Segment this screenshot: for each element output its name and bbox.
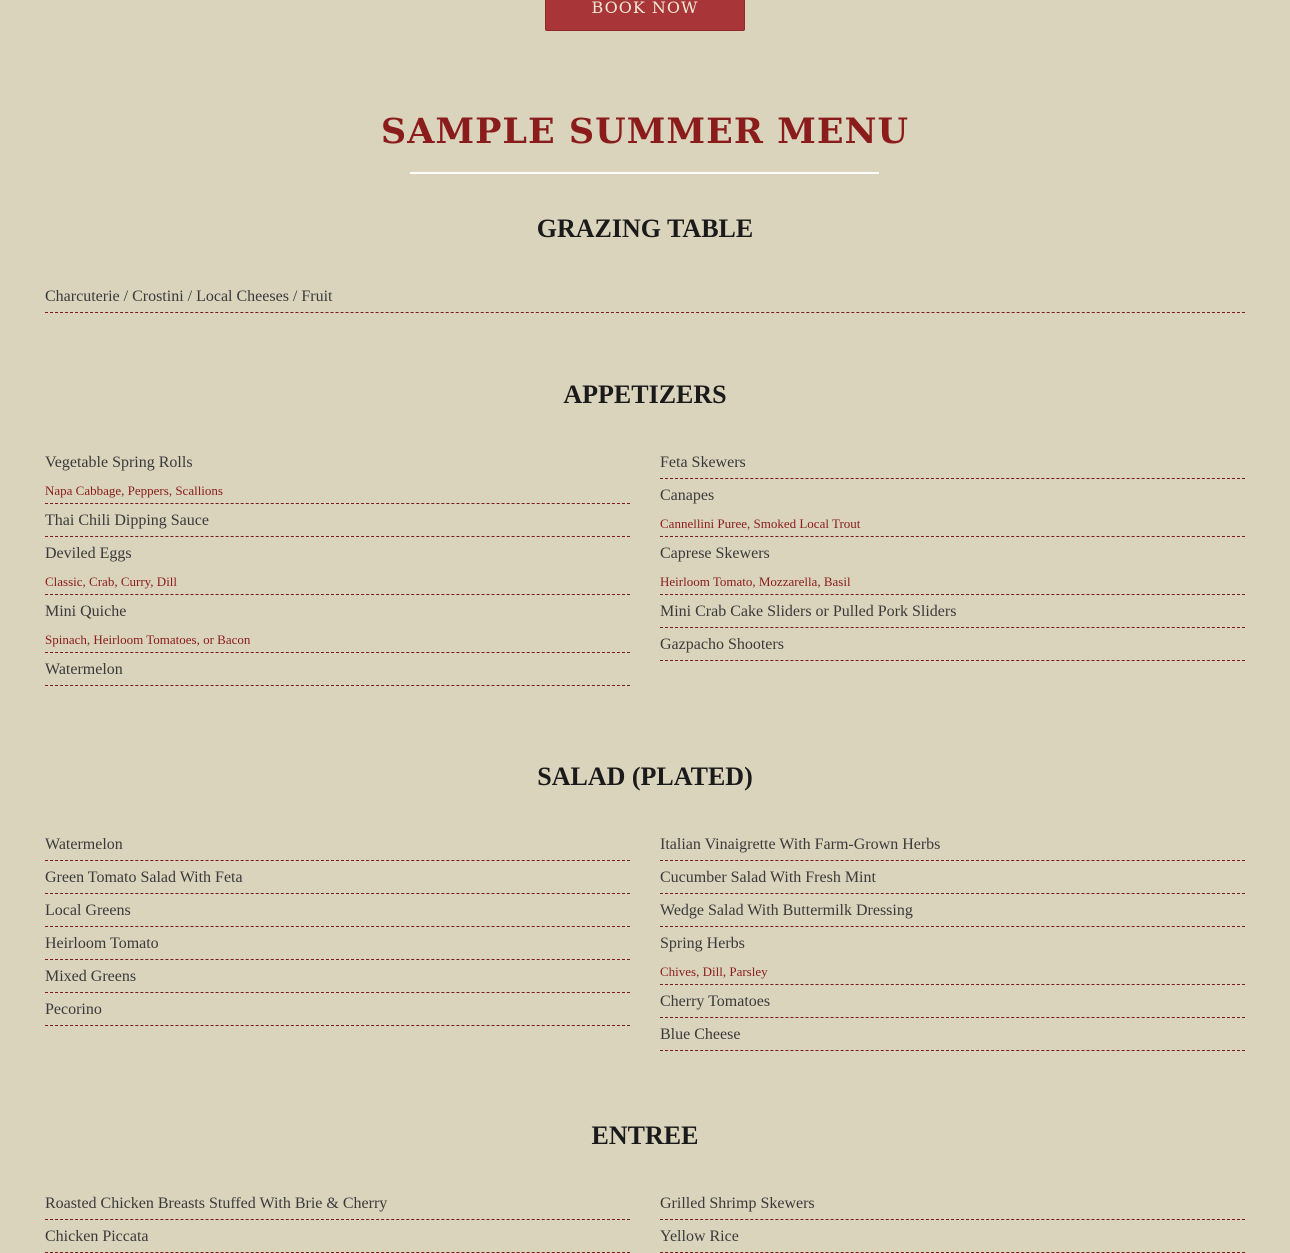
appetizers-left-list [45,446,630,686]
menu-item [660,1187,1245,1220]
menu-item-description: Napa Cabbage, Peppers, Scallions [45,483,223,498]
menu-item-name: Local Greens [45,902,131,919]
menu-item [660,1220,1245,1253]
menu-item [45,828,630,861]
menu-item [660,985,1245,1018]
menu-item-name: Watermelon [45,836,123,853]
menu-item [45,1187,630,1220]
menu-item [45,993,630,1026]
menu-item-name: Heirloom Tomato [45,935,159,952]
menu-item-name: Cherry Tomatoes [660,993,771,1010]
salad-right-list [660,828,1245,1051]
section-heading-appetizers: APPETIZERS [563,380,727,409]
menu-item [45,861,630,894]
menu-item [660,1018,1245,1051]
menu-item-name: Gazpacho Shooters [660,636,784,653]
menu-item-name: Thai Chili Dipping Sauce [45,512,209,529]
menu-item [660,927,1245,985]
menu-item [45,1220,630,1253]
menu-item [660,537,1245,595]
menu-item [45,653,630,686]
menu-item-name: Green Tomato Salad With Feta [45,869,243,886]
menu-item [45,446,630,504]
menu-item-name: Grilled Shrimp Skewers [660,1195,815,1212]
menu-item-name: Pecorino [45,1001,102,1018]
menu-item-name: Wedge Salad With Buttermilk Dressing [660,902,913,919]
menu-item-name: Chicken Piccata [45,1228,149,1245]
entree-right-list [660,1187,1245,1253]
menu-item-name: Deviled Eggs [45,545,132,562]
menu-title: SAMPLE SUMMER MENU [380,111,910,152]
menu-item [660,861,1245,894]
menu-item-name: Cucumber Salad With Fresh Mint [660,869,876,886]
menu-item-name: Mini Quiche [45,603,127,620]
menu-item-name: Watermelon [45,661,123,678]
menu-item-description: Classic, Crab, Curry, Dill [45,574,178,589]
menu-item-name: Yellow Rice [660,1228,739,1245]
menu-item-name: Vegetable Spring Rolls [45,454,193,471]
menu-item-name: Caprese Skewers [660,545,770,562]
menu-item-description: Cannellini Puree, Smoked Local Trout [660,516,861,531]
menu-item [660,446,1245,479]
section-heading-salad: SALAD (PLATED) [537,762,753,791]
book-now-button[interactable]: BOOK NOW [545,0,745,31]
menu-item-description: Heirloom Tomato, Mozzarella, Basil [660,574,851,589]
grazing-list [45,280,1245,313]
menu-item-name: Charcuterie / Crostini / Local Cheeses / Fruit [45,288,333,305]
menu-item [45,927,630,960]
menu-item-name: Blue Cheese [660,1026,741,1043]
menu-item-name: Feta Skewers [660,454,746,471]
menu-item [660,595,1245,628]
menu-item [660,628,1245,661]
entree-left-list [45,1187,630,1253]
menu-item-name: Mini Crab Cake Sliders or Pulled Pork Sliders [660,603,957,620]
menu-item-name: Roasted Chicken Breasts Stuffed With Brie & Cherry [45,1195,388,1212]
menu-item [45,504,630,537]
menu-item-description: Chives, Dill, Parsley [660,964,768,979]
menu-item-description: Spinach, Heirloom Tomatoes, or Bacon [45,632,251,647]
menu-item-name: Mixed Greens [45,968,137,985]
section-heading-grazing: GRAZING TABLE [536,214,754,243]
section-heading-entree: ENTREE [591,1121,699,1150]
menu-item [45,894,630,927]
menu-item [660,894,1245,927]
salad-left-list [45,828,630,1026]
menu-item-name: Canapes [660,487,715,504]
menu-item-name: Spring Herbs [660,935,745,952]
menu-item [45,960,630,993]
menu-item [45,280,1245,313]
appetizers-right-list [660,446,1245,661]
title-divider [410,172,879,174]
menu-item [45,595,630,653]
menu-item [660,479,1245,537]
menu-item [45,537,630,595]
menu-item [660,828,1245,861]
menu-item-name: Italian Vinaigrette With Farm-Grown Herbs [660,836,941,853]
